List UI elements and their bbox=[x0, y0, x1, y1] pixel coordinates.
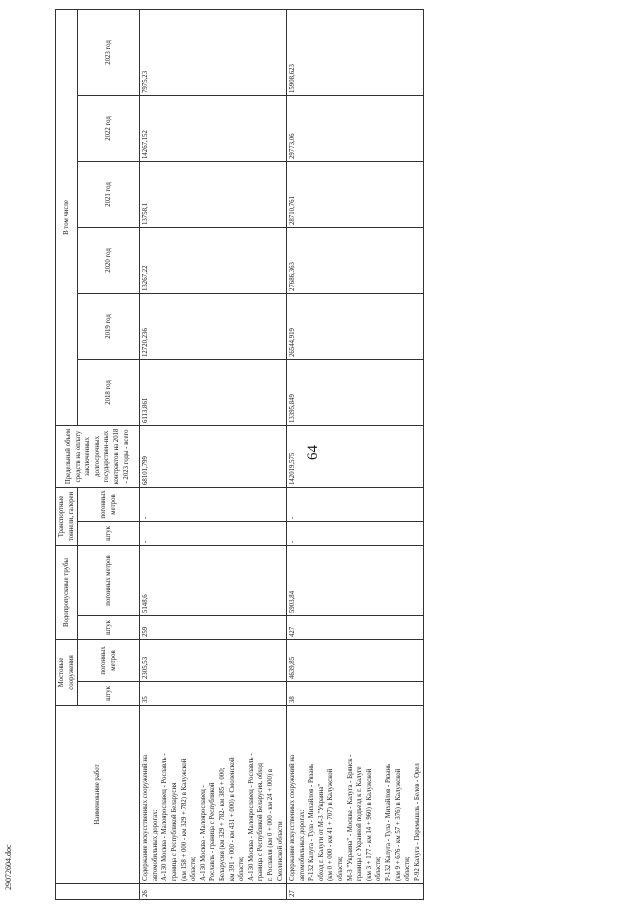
header-tunnels: Транспортные тоннели, галереи bbox=[56, 488, 78, 546]
name-line: А-130 Москва - Малоярославец - Рославль - bbox=[161, 753, 169, 881]
value-2018: 13395,849 bbox=[287, 360, 424, 426]
value-2023: 15908,623 bbox=[287, 9, 424, 95]
name-line: области; bbox=[190, 856, 198, 881]
name-line: (км 0 + 000 - км 41 + 707) в Калужской bbox=[327, 768, 335, 881]
name-line: Содержание искусственных сооружений на bbox=[142, 754, 150, 881]
name-line: области; bbox=[375, 856, 383, 881]
name-line: Смоленской области bbox=[276, 821, 284, 881]
name-line: Р-132 Калуга - Тула - Михайлов - Рязань bbox=[308, 763, 316, 881]
name-line: г. Рославля (км 0 + 000 - км 24 + 000) в bbox=[266, 768, 274, 881]
table-row bbox=[140, 9, 287, 899]
name-line: км 391 + 000 - км 431 + 000) в Смоленской bbox=[228, 757, 236, 881]
row-name bbox=[140, 706, 287, 884]
header-year-2018: 2018 год bbox=[78, 360, 140, 426]
name-line: обход г. Калуги от М-3 "Украина" bbox=[317, 783, 325, 881]
name-line: области; bbox=[337, 856, 345, 881]
works-table bbox=[55, 9, 424, 900]
header-tunnels-meters: погонных метров bbox=[78, 488, 140, 522]
name-line: области; bbox=[238, 856, 246, 881]
pipes-meters: 5148,6 bbox=[140, 546, 287, 616]
header-limit: Предельный объем средств на оплату заключенных долгосрочных государствен-ных контрактов на 2018 - 2023 годы - всего bbox=[56, 426, 140, 488]
pipes-units: 259 bbox=[140, 616, 287, 640]
name-line: автомобильных дорогах: bbox=[298, 809, 306, 881]
name-line: А-130 Москва - Малоярославец - bbox=[199, 785, 207, 881]
name-line: (км 3 + 177 - км 14 + 960) в Калужской bbox=[365, 768, 373, 881]
tunnels-units: - bbox=[140, 522, 287, 546]
page-number: 64 bbox=[305, 445, 321, 460]
value-2019: 12720,236 bbox=[140, 294, 287, 360]
bridges-units: 35 bbox=[140, 682, 287, 706]
tunnels-meters: - bbox=[287, 488, 424, 522]
value-2023: 7975,23 bbox=[140, 9, 287, 95]
header-year-2019: 2019 год bbox=[78, 294, 140, 360]
document-filename: 29072604.doc bbox=[4, 844, 13, 890]
total-limit: 142019,575 bbox=[287, 426, 424, 488]
name-line: Р-92 Калуга - Перемышль - Белев - Орел bbox=[413, 763, 421, 881]
row-name bbox=[287, 706, 424, 884]
name-line: граница с Республикой Беларусия bbox=[170, 782, 178, 881]
header-bridges-units: штук bbox=[78, 682, 140, 706]
tunnels-meters: - bbox=[140, 488, 287, 522]
value-2018: 6113,861 bbox=[140, 360, 287, 426]
header-name: Наименование работ bbox=[56, 706, 140, 884]
value-2021: 28710,761 bbox=[287, 162, 424, 228]
pipes-meters: 5903,84 bbox=[287, 546, 424, 616]
name-line: области; bbox=[404, 856, 412, 881]
table-row bbox=[287, 9, 424, 899]
rotated-table-area bbox=[55, 30, 585, 900]
header-year-2023: 2023 год bbox=[78, 9, 140, 95]
header-pipes: Водопропускные трубы bbox=[56, 546, 78, 640]
header-pipes-units: штук bbox=[78, 616, 140, 640]
name-line: Беларусия (км 329 + 782- км 385 + 000; bbox=[218, 767, 226, 881]
tunnels-units: - bbox=[287, 522, 424, 546]
value-2019: 26544,919 bbox=[287, 294, 424, 360]
header-bridges: Мостовые сооружения bbox=[56, 640, 78, 706]
bridges-units: 38 bbox=[287, 682, 424, 706]
name-line: (км 9 + 676 - км 57 + 376) в Калужской bbox=[394, 768, 402, 881]
name-line: Содержание искусственных сооружений на bbox=[289, 754, 297, 881]
value-2021: 13758,1 bbox=[140, 162, 287, 228]
value-2020: 27686,363 bbox=[287, 228, 424, 294]
header-number bbox=[56, 884, 140, 900]
header-year-2020: 2020 год bbox=[78, 228, 140, 294]
header-year-2022: 2022 год bbox=[78, 96, 140, 162]
value-2022: 29773,06 bbox=[287, 96, 424, 162]
name-line: Р-132 Калуга - Тула - Михайлов - Рязань bbox=[385, 763, 393, 881]
header-bridges-meters: погонных метров bbox=[78, 640, 140, 682]
name-line: (км 158 + 000 - км 329 + 782) в Калужской bbox=[180, 758, 188, 881]
name-line: автомобильных дорогах: bbox=[151, 809, 159, 881]
name-line: граница с Украиной подъезд к г. Калуге bbox=[356, 766, 364, 881]
header-year-2021: 2021 год bbox=[78, 162, 140, 228]
header-tunnels-units: штук bbox=[78, 522, 140, 546]
row-number: 27 bbox=[287, 884, 424, 900]
value-2020: 13267,22 bbox=[140, 228, 287, 294]
name-line: граница с Республикой Беларусия, обход bbox=[257, 762, 265, 881]
header-including: В том числе bbox=[56, 9, 78, 425]
name-line: Рославль - граница с Республикой bbox=[209, 782, 217, 881]
bridges-meters: 2305,53 bbox=[140, 640, 287, 682]
name-line: А-130 Москва - Малоярославец - Рославль - bbox=[247, 753, 255, 881]
pipes-units: 427 bbox=[287, 616, 424, 640]
row-number: 26 bbox=[140, 884, 287, 900]
value-2022: 14267,152 bbox=[140, 96, 287, 162]
name-line: М-3 "Украина" - Москва - Калуга - Брянск - bbox=[346, 754, 354, 881]
header-pipes-meters: погонных метров bbox=[78, 546, 140, 616]
total-limit: 68101,799 bbox=[140, 426, 287, 488]
bridges-meters: 4639,85 bbox=[287, 640, 424, 682]
